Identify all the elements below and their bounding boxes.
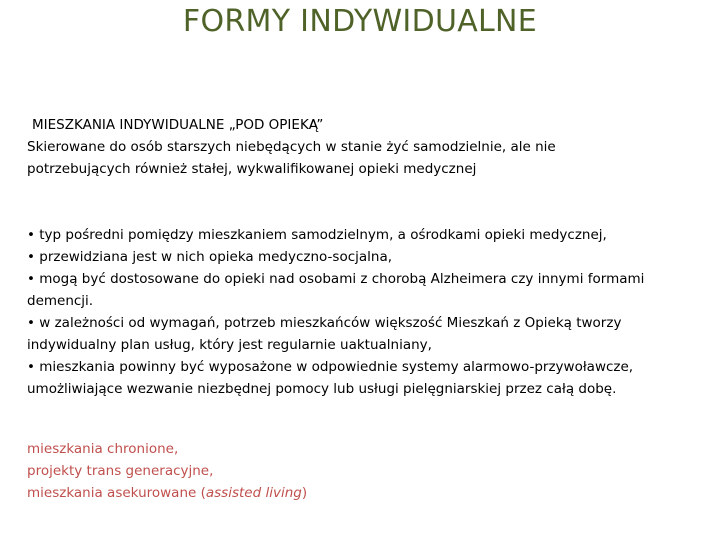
intro-line: potrzebujących również stałej, wykwalifikowanej opieki medycznej (27, 161, 477, 177)
bullet-line: indywidualny plan usług, który jest regularnie uaktualniany, (27, 337, 432, 353)
housing-type-item (27, 482, 697, 504)
page-title: FORMY INDYWIDUALNE (182, 4, 538, 39)
bullet-line: • mogą być dostosowane do opieki nad osobami z chorobą Alzheimera czy innymi formami (27, 271, 645, 287)
housing-type-item: mieszkania chronione, (27, 441, 179, 457)
bullet-line: • typ pośredni pomiędzy mieszkaniem samodzielnym, a ośrodkami opieki medycznej, (27, 227, 607, 243)
bullet-line: • w zależności od wymagań, potrzeb mieszkańców większość Mieszkań z Opieką tworzy (27, 315, 622, 331)
bullet-line: • mieszkania powinny być wyposażone w odpowiednie systemy alarmowo-przywoławcze, (27, 359, 634, 375)
housing-type-text: mieszkania asekurowane ( (27, 485, 206, 501)
bullet-list (27, 224, 697, 400)
intro-heading: MIESZKANIA INDYWIDUALNE „POD OPIEKĄ” (32, 117, 324, 133)
housing-type-item: projekty trans generacyjne, (27, 463, 214, 479)
bullet-line: • przewidziana jest w nich opieka medyczno-socjalna, (27, 249, 393, 265)
intro-section (27, 114, 697, 180)
housing-types-list (27, 438, 697, 504)
bullet-line: demencji. (27, 293, 94, 309)
housing-type-text-suffix: ) (301, 485, 308, 501)
intro-line: Skierowane do osób starszych niebędących w stanie żyć samodzielnie, ale nie (27, 139, 556, 155)
housing-type-english-term: assisted living (205, 485, 302, 501)
bullet-line: umożliwiające wezwanie niezbędnej pomocy lub usługi pielęgniarskiej przez całą dobę. (27, 381, 617, 397)
